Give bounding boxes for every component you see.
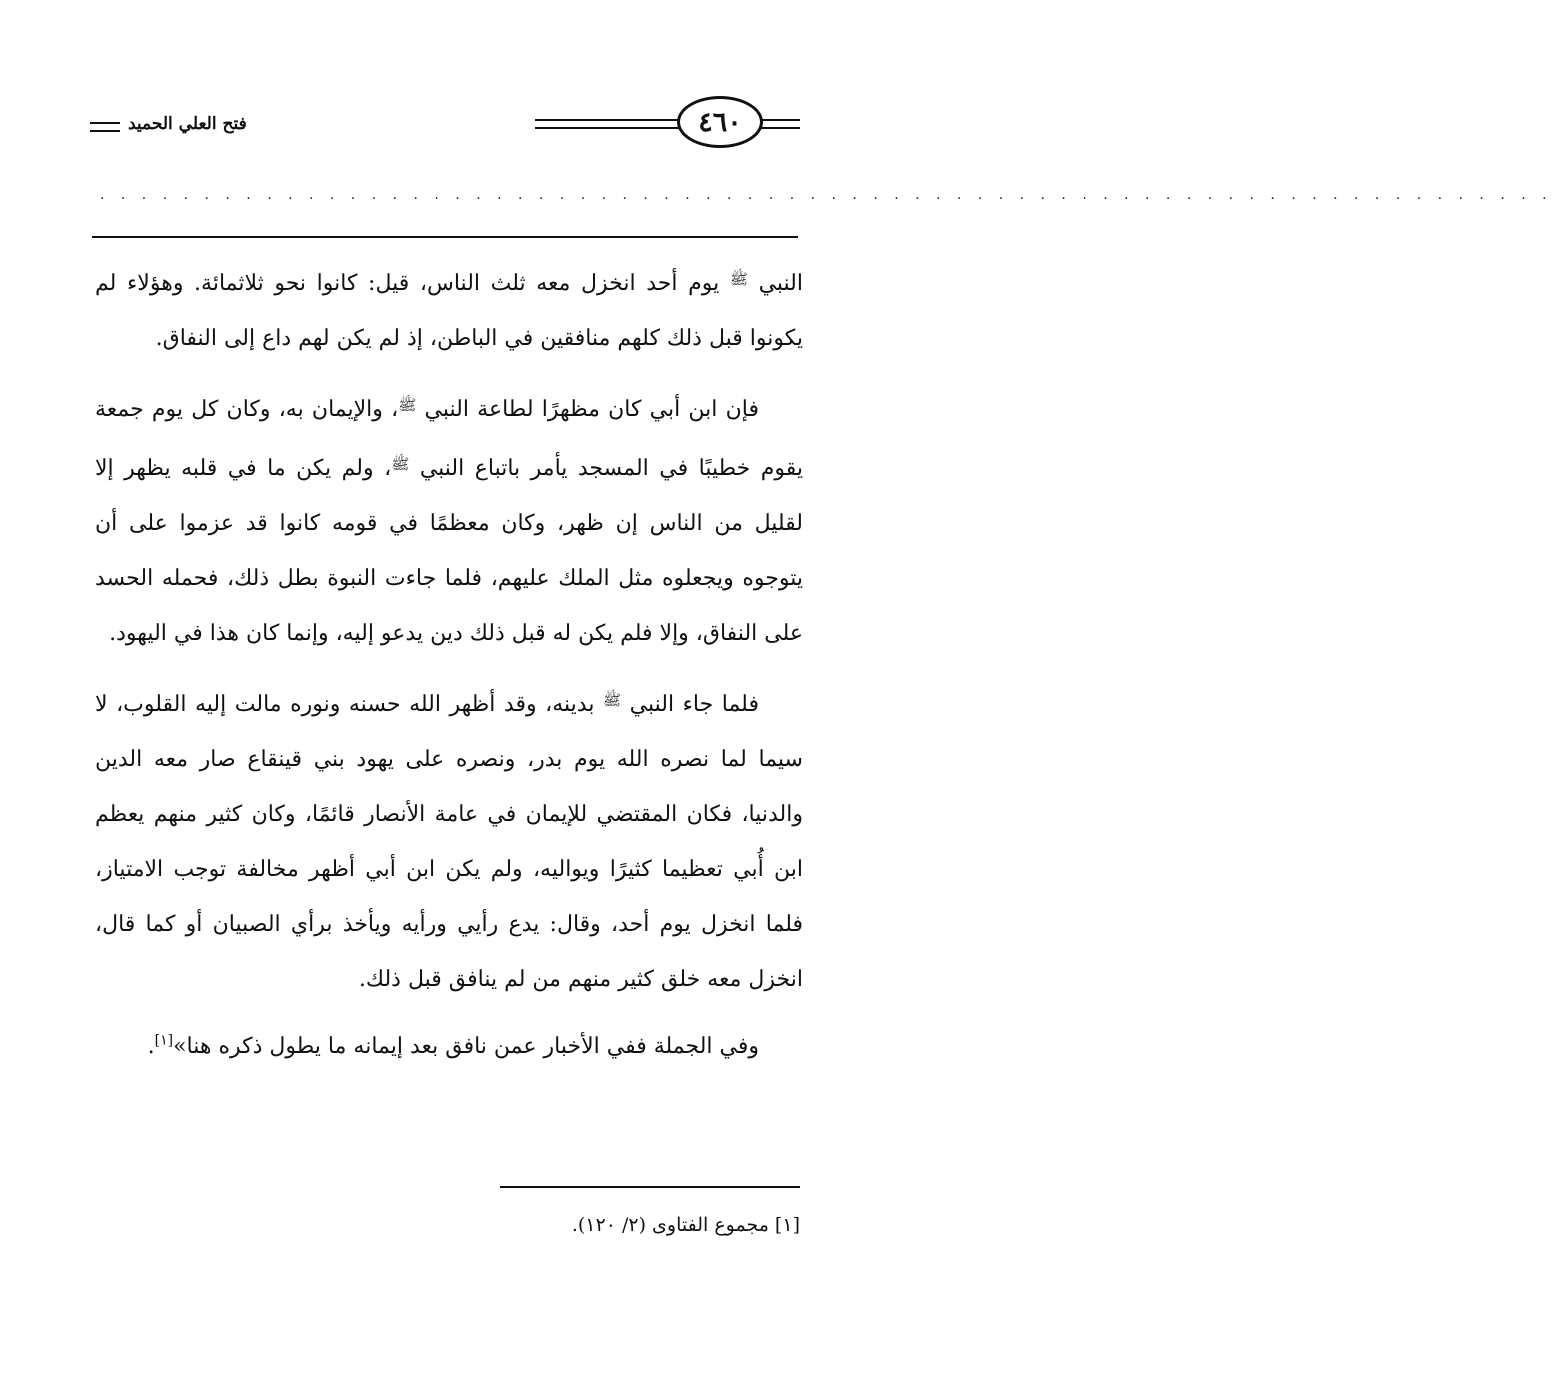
page-number: ٤٦٠ xyxy=(677,96,763,148)
salla-symbol: ﷺ xyxy=(398,396,417,414)
paragraph-1: النبي $^ﷺ$ يوم أحد انخزل معه ثلث الناس، قيل: كانوا نحو ثلاثمائة. وهؤلاء لم يكونوا قبل ذلك كلهم منافقين في الباطن، إذ لم يكن لهم داع إلى النفاق. xyxy=(95,270,803,351)
text-top-rule xyxy=(92,236,798,238)
paragraph-4: وفي الجملة ففي الأخبار عمن نافق بعد إيمانه ما يطول ذكره هنا»[١]. xyxy=(147,1032,759,1059)
book-title: فتح العلي الحميد xyxy=(128,114,247,134)
salla-symbol: ﷺ xyxy=(729,270,748,288)
footnote-ref[interactable]: [١] xyxy=(154,1032,174,1049)
main-text xyxy=(95,252,803,1086)
salla-symbol: ﷺ xyxy=(391,455,410,473)
page-header xyxy=(80,92,800,162)
dotted-separator: . . . . . . . . . . . . . . . . . . . . . . . . . . . . . . . . . . . . . . . . . . . . . . . . . . . . . . . . . . . . . . . . . . . . . . xyxy=(100,187,1553,203)
paragraph-2: فإن ابن أبي كان مظهرًا لطاعة النبي $^ﷺ$، والإيمان به، وكان كل يوم جمعة يقوم خطيبًا في المسجد يأمر باتباع النبي $^ﷺ$، ولم يكن ما في قلبه يظهر إلا لقليل من الناس إن ظهر، وكان معظمًا في قومه كانوا قد عزموا على أن يتوجوه ويجعلوه مثل الملك عليهم، فلما جاءت النبوة بطل ذلك، فحمله الحسد على النفاق، وإلا فلم يكن له قبل ذلك دين يدعو إليه، وإنما كان هذا في اليهود. xyxy=(95,396,803,646)
footnote-rule xyxy=(500,1186,800,1188)
header-long-rule xyxy=(535,119,680,129)
footnote-1: [١] مجموع الفتاوى (٢/ ١٢٠). xyxy=(571,1214,800,1236)
title-decor-rule xyxy=(90,122,120,132)
header-right-rule xyxy=(760,119,800,129)
paragraph-3: فلما جاء النبي $^ﷺ$ بدينه، وقد أظهر الله حسنه ونوره مالت إليه القلوب، لا سيما لما نصره الله يوم بدر، ونصره على يهود بني قينقاع صار معه الدين والدنيا، فكان المقتضي للإيمان في عامة الأنصار قائمًا، وكان كثير منهم يعظم ابن أُبي تعظيما كثيرًا ويواليه، ولم يكن ابن أبي أظهر مخالفة توجب الامتياز، فلما انخزل يوم أحد، وقال: يدع رأيي ورأيه ويأخذ برأي الصبيان أو كما قال، انخزل معه خلق كثير منهم من لم ينافق قبل ذلك. xyxy=(95,691,803,992)
salla-symbol: ﷺ xyxy=(602,691,622,709)
